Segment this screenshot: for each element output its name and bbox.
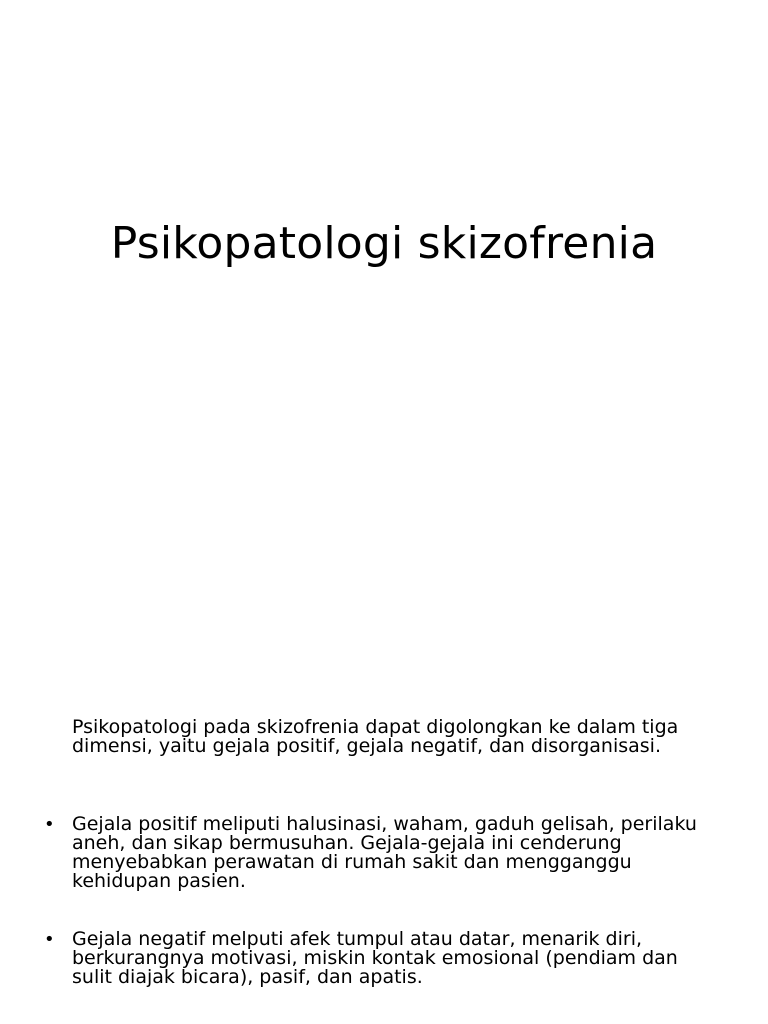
slide-title: Psikopatologi skizofrenia [110,218,658,269]
bullet-positive-symptoms: Gejala positif meliputi halusinasi, waham, gaduh gelisah, perilaku aneh, dan sikap bermusuhan. Gejala-gejala ini cenderung menyebabkan perawatan di rumah sakit dan mengganggu kehidupan pasien. [72,813,697,892]
bullet-marker: • [44,814,55,835]
bullet-negative-symptoms: Gejala negatif melputi afek tumpul atau datar, menarik diri, berkurangnya motivasi, miskin kontak emosional (pendiam dan sulit diajak bicara), pasif, dan apatis. [72,928,678,988]
bullet-marker: • [44,929,55,950]
intro-paragraph: Psikopatologi pada skizofrenia dapat digolongkan ke dalam tiga dimensi, yaitu gejala positif, gejala negatif, dan disorganisasi. [72,716,679,757]
